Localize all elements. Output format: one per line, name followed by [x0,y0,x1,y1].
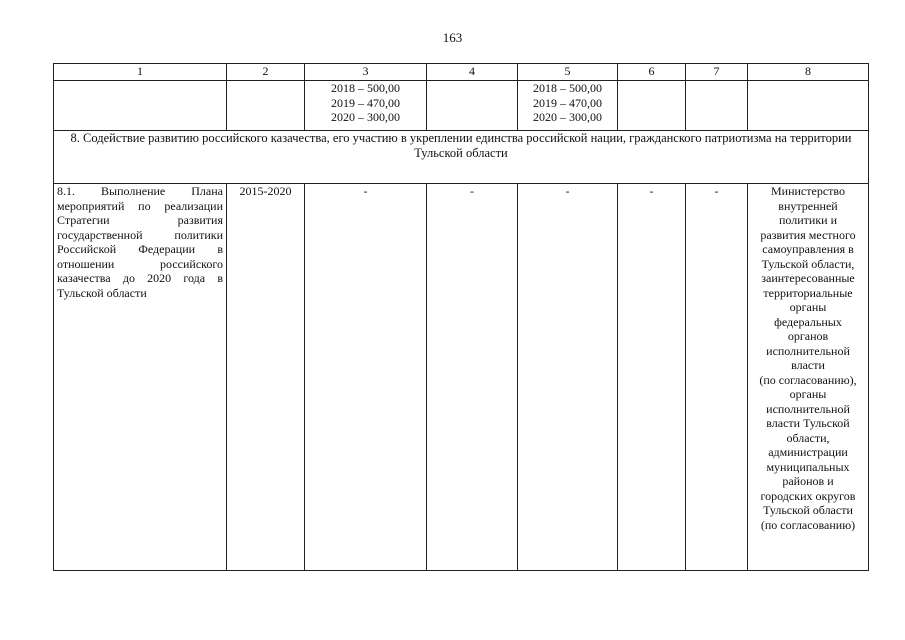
responsible-line: самоуправления в [762,242,854,256]
funding-line: 2020 – 300,00 [533,110,602,124]
header-col-1: 1 [54,64,227,81]
responsible-line: муниципальных [766,459,850,474]
item-col-3: - [305,184,427,571]
responsible-line: территориальные [763,285,853,300]
responsible-line: Тульской области, [761,256,855,271]
responsible-line: Тульской области [763,503,853,517]
cont-cell-5 [518,81,618,131]
header-col-4: 4 [427,64,518,81]
responsible-line: органы [789,387,827,401]
responsible-line: федеральных [774,314,842,329]
item-responsible [748,184,869,571]
responsible-line: Министерство [771,184,845,198]
item-col-5: - [518,184,618,571]
cont-cell-8 [748,81,869,131]
continuation-row [54,81,869,131]
item-col-4: - [427,184,518,571]
funding-line: 2018 – 500,00 [331,81,400,95]
responsible-line: (по согласованию), [759,372,857,387]
responsible-line: власти Тульской [766,416,850,430]
item-row [54,184,869,571]
responsible-line: (по согласованию) [760,517,856,532]
responsible-line: исполнительной [766,343,850,358]
item-col-7: - [686,184,748,571]
responsible-line: области, [786,430,830,445]
item-name: 8.1. Выполнение Плана мероприятий по реализации Стратегии развития государственной политики Российской Федерации в отношении российского казачества до 2020 года в Тульской области [54,184,227,571]
item-col-6: - [618,184,686,571]
header-col-7: 7 [686,64,748,81]
responsible-line: власти [791,358,825,372]
responsible-line: районов и [782,474,834,488]
header-row [54,64,869,81]
header-col-5: 5 [518,64,618,81]
responsible-line: политики и [778,213,837,227]
funding-line: 2020 – 300,00 [331,110,400,124]
responsible-line: внутренней [778,198,838,213]
funding-line: 2019 – 470,00 [533,95,602,110]
responsible-line: заинтересованные [761,271,855,285]
header-col-3: 3 [305,64,427,81]
header-col-2: 2 [227,64,305,81]
funding-line: 2019 – 470,00 [331,95,400,110]
responsible-line: развития местного [760,227,856,242]
section-row [54,131,869,184]
responsible-line: городских округов [760,488,856,503]
item-period: 2015-2020 [227,184,305,571]
cont-cell-2 [227,81,305,131]
cont-cell-1 [54,81,227,131]
responsible-line: исполнительной [766,401,850,416]
header-col-6: 6 [618,64,686,81]
section-title: 8. Содействие развитию российского казачества, его участию в укреплении единства российской нации, гражданского патриотизма на территории Тульской области [54,131,869,184]
cont-cell-6 [618,81,686,131]
responsible-line: органы [789,300,827,314]
header-col-8: 8 [748,64,869,81]
cont-cell-3 [305,81,427,131]
program-table [53,63,869,571]
responsible-line: администрации [768,445,848,459]
cont-cell-4 [427,81,518,131]
funding-line: 2018 – 500,00 [533,81,602,95]
page-number: 163 [442,30,463,45]
cont-cell-7 [686,81,748,131]
responsible-line: органов [787,329,829,343]
